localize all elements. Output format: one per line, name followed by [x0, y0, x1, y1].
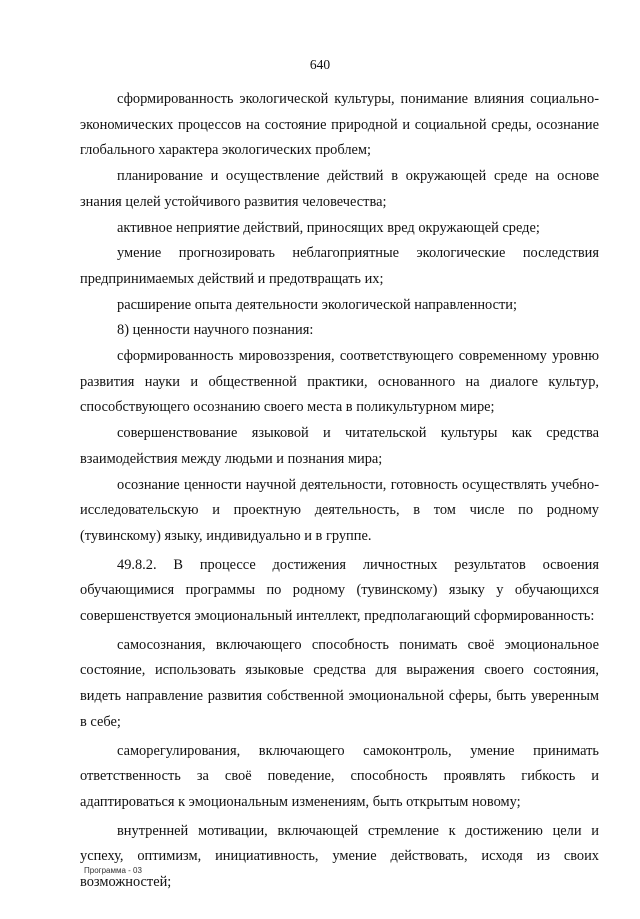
section-heading: 8) ценности научного познания: [117, 322, 314, 339]
paragraph: активное неприятие действий, приносящих вред окружающей среде; [117, 219, 540, 236]
paragraph: умение прогнозировать неблагоприятные экологические последствия предпринимаемых действий и предотвращать их; [80, 245, 599, 287]
body-text [80, 87, 599, 896]
paragraph: внутренней мотивации, включающей стремление к достижению цели и успеху, оптимизм, инициативность, умение действовать, исходя из своих возможностей; [80, 822, 599, 891]
paragraph: сформированность мировоззрения, соответствующего современному уровню развития науки и общественной практики, основанного на диалоге культур, способствующего осознанию своего места в поликультурном мире; [80, 348, 599, 416]
paragraph: расширение опыта деятельности экологической направленности; [117, 296, 517, 313]
paragraph: саморегулирования, включающего самоконтроль, умение принимать ответственность за своё поведение, способность проявлять гибкость и адаптироваться к эмоциональным изменениям, быть открытым новому; [80, 742, 599, 810]
paragraph: совершенствование языковой и читательской культуры как средства взаимодействия между людьми и познания мира; [80, 425, 599, 467]
paragraph: планирование и осуществление действий в окружающей среде на основе знания целей устойчивого развития человечества; [80, 168, 599, 210]
paragraph: сформированность экологической культуры, понимание влияния социально-экономических процессов на состояние природной и социальной среды, осознание глобального характера экологических проблем; [80, 91, 599, 159]
page-number: 640 [309, 57, 331, 72]
paragraph: осознание ценности научной деятельности, готовность осуществлять учебно-исследовательскую и проектную деятельность, в том числе по родному (тувинскому) языку, индивидуально и в группе. [80, 476, 599, 544]
footer-label: Программа - 03 [84, 866, 142, 875]
paragraph: самосознания, включающего способность понимать своё эмоциональное состояние, использовать языковые средства для выражения своего состояния, видеть направление развития собственной эмоциональной сферы, быть уверенным в себе; [80, 636, 599, 730]
paragraph: 49.8.2. В процессе достижения личностных результатов освоения обучающимися программы по родному (тувинскому) языку у обучающихся совершенствуется эмоциональный интеллект, предполагающий сформированность: [80, 556, 599, 625]
